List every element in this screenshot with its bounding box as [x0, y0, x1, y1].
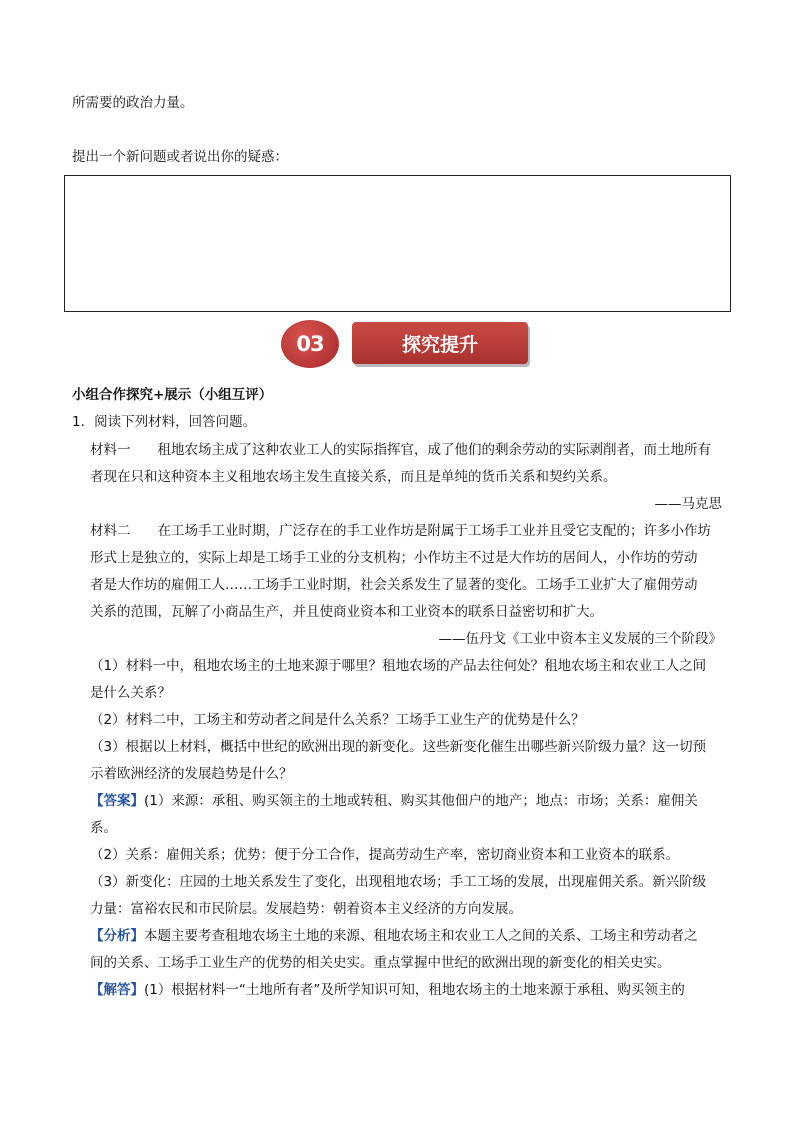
previous-text: 所需要的政治力量。 — [72, 95, 194, 111]
material2-source: ——伍丹戈《工业中资本主义发展的三个阶段》 — [438, 631, 722, 647]
answer-text: (1）来源：承租、购买领主的土地或转租、购买其他佃户的地产；地点：市场；关系：雇佣关 — [144, 793, 698, 809]
question3-line1: （3）根据以上材料，概括中世纪的欧洲出现的新变化。这些新变化催生出哪些新兴阶级力量？这一切预 — [90, 739, 707, 755]
material2-line1: 材料二 在工场手工业时期，广泛存在的手工业作坊是附属于工场手工业并且受它支配的；许多小作坊 — [90, 523, 711, 539]
section-title-banner: 探究提升 — [352, 322, 528, 364]
material2-line2: 形式上是独立的，实际上却是工场手工业的分支机构；小作坊主不过是大作坊的居间人，小作坊的劳动 — [90, 550, 698, 566]
answer-line1 — [90, 791, 698, 811]
question-answer-box[interactable] — [64, 175, 731, 312]
material2-line4: 关系的范围，瓦解了小商品生产，并且使商业资本和工业资本的联系日益密切和扩大。 — [90, 604, 603, 620]
analysis-tag: 【分析】 — [90, 928, 144, 944]
material1-source: ——马克思 — [654, 496, 722, 512]
question3-line2: 示着欧洲经济的发展趋势是什么？ — [90, 766, 293, 782]
solution-text: (1）根据材料一“土地所有者”及所学知识可知，租地农场主的土地来源于承租、购买领主的 — [144, 982, 685, 998]
material2-line3: 者是大作坊的雇佣工人……工场手工业时期，社会关系发生了显著的变化。工场手工业扩大了雇佣劳动 — [90, 577, 698, 593]
question1-line1: （1）材料一中，租地农场主的土地来源于哪里？租地农场的产品去往何处？租地农场主和农业工人之间 — [90, 658, 707, 674]
question1-line2: 是什么关系？ — [90, 685, 171, 701]
answer-part3-line2: 力量：富裕农民和市民阶层。发展趋势：朝着资本主义经济的方向发展。 — [90, 901, 522, 917]
material1-line1: 材料一 租地农场主成了这种农业工人的实际指挥官，成了他们的剩余劳动的实际剥削者，而土地所有 — [90, 442, 711, 458]
answer-tag: 【答案】 — [90, 793, 144, 809]
section-number-badge: 03 — [281, 320, 339, 368]
solution-line1 — [90, 980, 685, 1000]
answer-part2: （2）关系：雇佣关系；优势：便于分工合作，提高劳动生产率，密切商业资本和工业资本的联系。 — [90, 847, 680, 863]
answer-line2: 系。 — [90, 820, 117, 836]
group-heading: 小组合作探究+展示（小组互评） — [72, 387, 273, 403]
material1-line2: 者现在只和这种资本主义租地农场主发生直接关系，而且是单纯的货币关系和契约关系。 — [90, 469, 617, 485]
analysis-line2: 间的关系、工场手工业生产的优势的相关史实。重点掌握中世纪的欧洲出现的新变化的相关史实。 — [90, 955, 671, 971]
question2: （2）材料二中，工场主和劳动者之间是什么关系？工场手工业生产的优势是什么？ — [90, 712, 585, 728]
question-prompt: 提出一个新问题或者说出你的疑惑： — [72, 149, 288, 165]
analysis-line1 — [90, 926, 698, 946]
analysis-text: 本题主要考查租地农场主土地的来源、租地农场主和农业工人之间的关系、工场主和劳动者之 — [144, 928, 698, 944]
answer-part3-line1: （3）新变化：庄园的土地关系发生了变化，出现租地农场；手工工场的发展，出现雇佣关系。新兴阶级 — [90, 874, 707, 890]
solution-tag: 【解答】 — [90, 982, 144, 998]
question-intro: 1．阅读下列材料，回答问题。 — [72, 414, 257, 430]
